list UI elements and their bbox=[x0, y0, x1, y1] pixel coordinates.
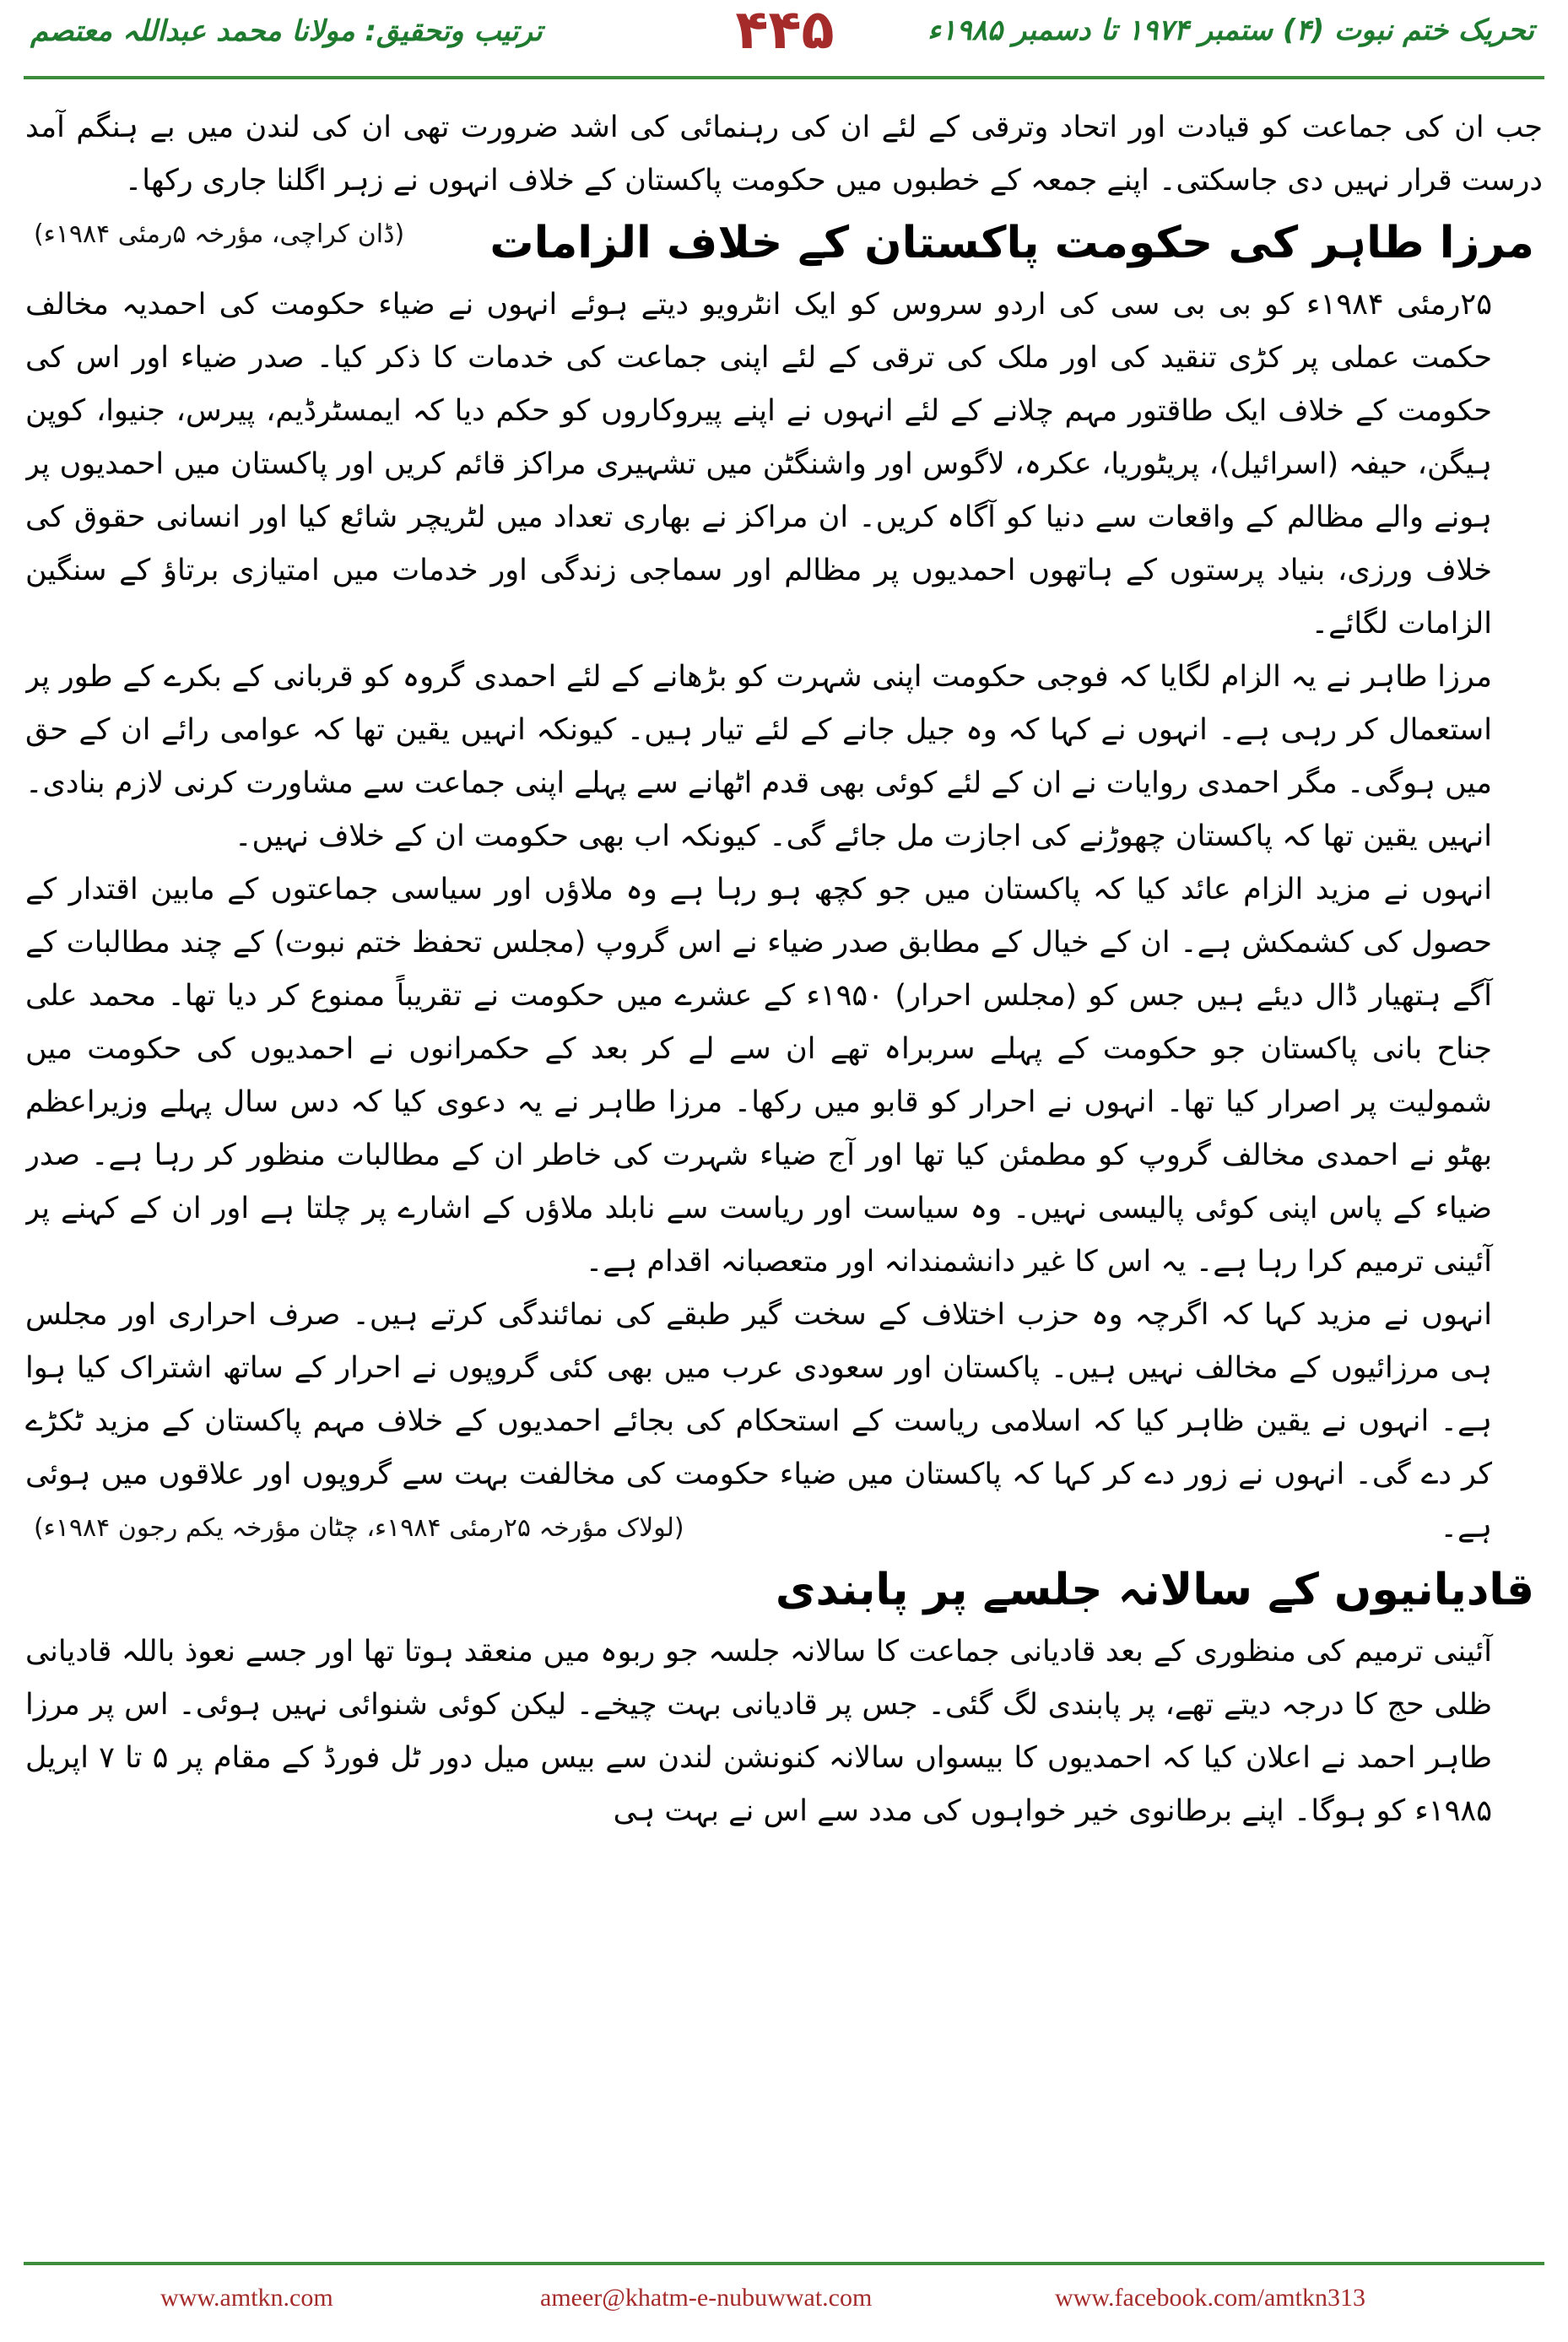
header-divider bbox=[24, 76, 1544, 79]
website-link[interactable]: www.amtkn.com bbox=[160, 2284, 333, 2312]
section-heading-allegations: مرزا طاہر کی حکومت پاکستان کے خلاف الزامات bbox=[489, 218, 1534, 268]
paragraph-2: ۲۵رمئی ۱۹۸۴ء کو بی بی سی کی اردو سروس کو ایک انٹرویو دیتے ہوئے انہوں نے ضیاء حکومت کی احمدیہ مخالف حکمت عملی پر کڑی تنقید کی اور ملک کی ترقی کے لئے اپنی جماعت کی خدمات کا ذکر کیا۔ صدر ضیاء اور اس کی حکومت کے خلاف ایک طاقتور مہم چلانے کے لئے انہوں نے اپنے پیروکاروں کو حکم دیا کہ ایمسٹرڈیم، پیرس، جنیوا، کوپن ہیگن، حیفہ (اسرائیل)، پریٹوریا، عکرہ، لاگوس اور واشنگٹن میں تشہیری مراکز قائم کریں اور پاکستان میں احمدیوں پر ہونے والے مظالم کے واقعات سے دنیا کو آگاہ کریں۔ ان مراکز نے بھاری تعداد میں لٹریچر شائع کیا اور انسانی حقوق کی خلاف ورزی، بنیاد پرستوں کے ہاتھوں احمدیوں پر مظالم اور سماجی زندگی اور خدمات میں امتیازی برتاؤ کے سنگین الزامات لگائے۔ bbox=[25, 288, 1492, 641]
paragraph-4: انہوں نے مزید الزام عائد کیا کہ پاکستان میں جو کچھ ہو رہا ہے وہ ملاؤں اور سیاسی جماعتوں کے مابین اقتدار کے حصول کی کشمکش ہے۔ ان کے خیال کے مطابق صدر ضیاء نے اس گروپ (مجلس تحفظ ختم نبوت) کے چند مطالبات کے آگے ہتھیار ڈال دیئے ہیں جس کو (مجلس احرار) ۱۹۵۰ء کے عشرے میں حکومت نے تقریباً ممنوع کر دیا تھا۔ محمد علی جناح بانی پاکستان جو حکومت کے پہلے سربراہ تھے ان سے لے کر بعد کے حکمرانوں نے احمدیوں کی حکومت میں شمولیت پر اصرار کیا تھا۔ انہوں نے احرار کو قابو میں رکھا۔ مرزا طاہر نے یہ دعوی کیا کہ دس سال پہلے وزیراعظم بھٹو نے احمدی مخالف گروپ کو مطمئن کیا تھا اور آج ضیاء شہرت کی خاطر ان کے مطالبات منظور کر رہا ہے۔ صدر ضیاء کے پاس اپنی کوئی پالیسی نہیں۔ وہ سیاست اور ریاست سے نابلد ملاؤں کے اشارے پر چلتا ہے اور ان کے کہنے پر آئینی ترمیم کرا رہا ہے۔ یہ اس کا غیر دانشمندانہ اور متعصبانہ اقدام ہے۔ bbox=[25, 873, 1493, 1279]
page-footer bbox=[0, 2262, 1568, 2342]
book-title: تحریک ختم نبوت (۴) ستمبر ۱۹۷۴ تا دسمبر ۱۹۸۵ء bbox=[927, 14, 1534, 47]
section-heading-annual-gathering: قادیانیوں کے سالانہ جلسے پر پابندی bbox=[775, 1565, 1534, 1615]
citation-dawn: (ڈان کراچی، مؤرخہ ۵رمئی ۱۹۸۴ء) bbox=[34, 219, 405, 249]
paragraph-3: مرزا طاہر نے یہ الزام لگایا کہ فوجی حکومت اپنی شہرت کو بڑھانے کے لئے احمدی گروہ کو قربانی کے بکرے کے طور پر استعمال کر رہی ہے۔ انہوں نے کہا کہ وہ جیل جانے کے لئے تیار ہیں۔ کیونکہ انہیں یقین تھا کہ عوامی رائے ان کے حق میں ہوگی۔ مگر احمدی روایات نے ان کے لئے کوئی بھی قدم اٹھانے سے پہلے اپنی جماعت سے مشاورت کرنی لازم بنادی۔ انہیں یقین تھا کہ پاکستان چھوڑنے کی اجازت مل جائے گی۔ کیونکہ اب بھی حکومت ان کے خلاف نہیں۔ bbox=[25, 660, 1492, 853]
footer-divider bbox=[24, 2262, 1544, 2265]
paragraph-6: آئینی ترمیم کی منظوری کے بعد قادیانی جماعت کا سالانہ جلسہ جو ربوہ میں منعقد ہوتا تھا اور جسے نعوذ باللہ قادیانی ظلی حج کا درجہ دیتے تھے، پر پابندی لگ گئی۔ جس پر قادیانی بہت چیخے۔ لیکن کوئی شنوائی نہیں ہوئی۔ اس پر مرزا طاہر احمد نے اعلان کیا کہ احمدیوں کا بیسواں سالانہ کنونشن لندن سے بیس میل دور ٹل فورڈ کے مقام پر ۵ تا ۷ اپریل ۱۹۸۵ء کو ہوگا۔ اپنے برطانوی خیر خواہوں کی مدد سے اس نے بہت ہی bbox=[25, 1635, 1493, 1828]
compiler-credit: ترتیب وتحقیق: مولانا محمد عبداللہ معتصم bbox=[30, 14, 543, 48]
paragraph-5 bbox=[25, 1289, 1543, 1555]
facebook-link[interactable]: www.facebook.com/amtkn313 bbox=[1055, 2284, 1365, 2312]
paragraph-5-text: انہوں نے مزید کہا کہ اگرچہ وہ حزب اختلاف کے سخت گیر طبقے کی نمائندگی کرتے ہیں۔ صرف احراری اور مجلس ہی مرزائیوں کے مخالف نہیں ہیں۔ پاکستان اور سعودی عرب میں بھی کئی گروپوں نے احرار کے ساتھ اشتراک کیا ہوا ہے۔ انہوں نے یقین ظاہر کیا کہ اسلامی ریاست کے استحکام کی بجائے احمدیوں کے خلاف مہم پاکستان کے مزید ٹکڑے کر دے گی۔ انہوں نے زور دے کر کہا کہ پاکستان میں ضیاء حکومت کی مخالفت بہت سے گروپوں اور علاقوں میں ہوئی ہے۔ bbox=[25, 1298, 1492, 1544]
paragraph-1-text: جب ان کی جماعت کو قیادت اور اتحاد وترقی کے لئے ان کی رہنمائی کی اشد ضرورت تھی ان کی لندن میں بے ہنگم آمد درست قرار نہیں دی جاسکتی۔ اپنے جمعہ کے خطبوں میں حکومت پاکستان کے خلاف انہوں نے زہر اگلنا جاری رکھا۔ bbox=[25, 111, 1543, 197]
citation-lolak: (لولاک مؤرخہ ۲۵رمئی ۱۹۸۴ء، چٹان مؤرخہ یکم رجون ۱۹۸۴ء) bbox=[34, 1513, 684, 1543]
email-link[interactable]: ameer@khatm-e-nubuwwat.com bbox=[540, 2284, 873, 2312]
page-number: ۴۴۵ bbox=[735, 0, 835, 62]
article-body bbox=[25, 101, 1543, 2241]
page-header bbox=[0, 0, 1568, 84]
